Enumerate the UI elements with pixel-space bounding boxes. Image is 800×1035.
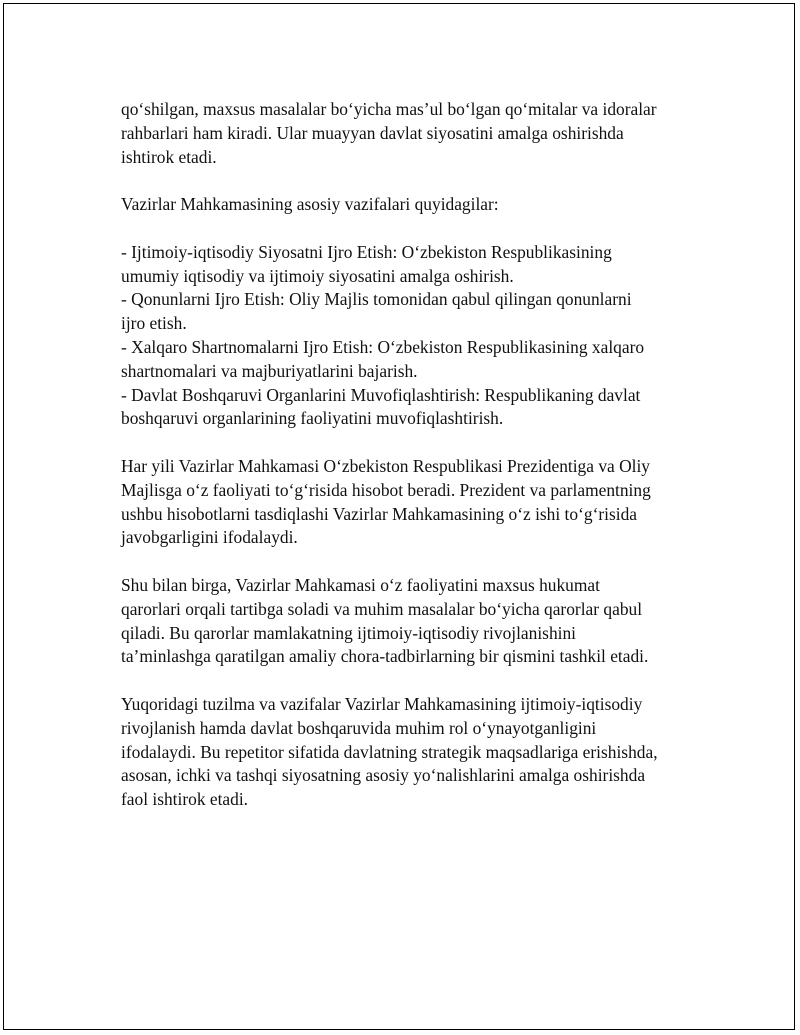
text-line: qiladi. Bu qarorlar mamlakatning ijtimoiy-iqtisodiy rivojlanishini <box>121 622 576 643</box>
paragraph-gap <box>121 669 701 693</box>
text-line: ushbu hisobotlarni tasdiqlashi Vazirlar Mahkamasining o‘z ishi to‘g‘risida <box>121 503 637 524</box>
list-item-line: - Qonunlarni Ijro Etish: Oliy Majlis tomonidan qabul qilingan qonunlarni <box>121 289 632 310</box>
list-item-line: - Xalqaro Shartnomalarni Ijro Etish: O‘zbekiston Respublikasining xalqaro <box>121 336 645 357</box>
text-line: Yuqoridagi tuzilma va vazifalar Vazirlar Mahkamasining ijtimoiy-iqtisodiy <box>121 693 643 714</box>
paragraph-conclusion <box>121 693 701 812</box>
text-line: ta’minlashga qaratilgan amaliy chora-tadbirlarning bir qismini tashkil etadi. <box>121 646 649 667</box>
text-line: rivojlanish hamda davlat boshqaruvida muhim rol o‘ynayotganligini <box>121 717 597 738</box>
paragraph-functions-list <box>121 241 701 431</box>
text-line: asosan, ichki va tashqi siyosatning asosiy yo‘nalishlarini amalga oshirishda <box>121 765 646 786</box>
paragraph-intro-continuation <box>121 98 701 169</box>
list-item-line: - Ijtimoiy-iqtisodiy Siyosatni Ijro Etish: O‘zbekiston Respublikasining <box>121 241 612 262</box>
text-line: Shu bilan birga, Vazirlar Mahkamasi o‘z faoliyatini maxsus hukumat <box>121 574 600 595</box>
text-line: ishtirok etadi. <box>121 146 217 167</box>
paragraph-gap <box>121 169 701 193</box>
paragraph-decisions <box>121 574 701 669</box>
text-line: Majlisga o‘z faoliyati to‘g‘risida hisobot beradi. Prezident va parlamentning <box>121 479 651 500</box>
paragraph-gap <box>121 217 701 241</box>
text-line: javobgarligini ifodalaydi. <box>121 527 298 548</box>
text-line: ifodalaydi. Bu repetitor sifatida davlatning strategik maqsadlariga erishishda, <box>121 741 658 762</box>
list-item-line: boshqaruvi organlarining faoliyatini muvofiqlashtirish. <box>121 408 504 429</box>
document-body <box>121 98 701 812</box>
paragraph-annual-report <box>121 455 701 550</box>
text-line: faol ishtirok etadi. <box>121 789 249 810</box>
list-item-line: umumiy iqtisodiy va ijtimoiy siyosatini amalga oshirish. <box>121 265 514 286</box>
text-line: Har yili Vazirlar Mahkamasi O‘zbekiston Respublikasi Prezidentiga va Oliy <box>121 455 650 476</box>
paragraph-gap <box>121 550 701 574</box>
text-line: rahbarlari ham kiradi. Ular muayyan davlat siyosatini amalga oshirishda <box>121 122 624 143</box>
text-line: Vazirlar Mahkamasining asosiy vazifalari quyidagilar: <box>121 194 499 215</box>
page-frame <box>3 3 795 1030</box>
list-item-line: - Davlat Boshqaruvi Organlarini Muvofiqlashtirish: Respublikaning davlat <box>121 384 641 405</box>
paragraph-gap <box>121 431 701 455</box>
text-line: qarorlari orqali tartibga soladi va muhim masalalar bo‘yicha qarorlar qabul <box>121 598 643 619</box>
list-item-line: shartnomalari va majburiyatlarini bajarish. <box>121 360 418 381</box>
text-line: qo‘shilgan, maxsus masalalar bo‘yicha mas’ul bo‘lgan qo‘mitalar va idoralar <box>121 99 657 119</box>
list-item-line: ijro etish. <box>121 313 187 334</box>
paragraph-functions-heading <box>121 193 701 217</box>
